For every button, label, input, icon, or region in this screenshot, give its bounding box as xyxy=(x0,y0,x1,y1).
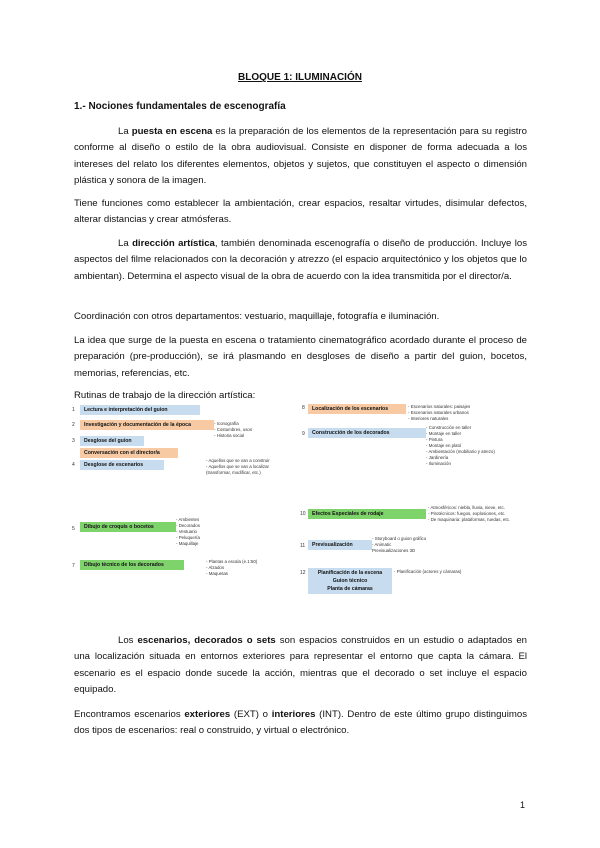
page-number: 1 xyxy=(520,800,526,810)
step-box: Construcción de los decorados xyxy=(308,428,426,438)
paragraph-idea: La idea que surge de la puesta en escena o tratamiento cinematográfico acordado durante el proceso de preparación (pre-producción), se irá plasmando en desgloses de diseño a partir del guion, bocetos, memorias, referencias, etc. xyxy=(74,335,527,379)
step-box: Investigación y documentación de la época xyxy=(80,420,214,430)
paragraph-rutinas: Rutinas de trabajo de la dirección artística: xyxy=(74,390,256,401)
step-items: - Iconografía - Costumbres, usos - Historia social xyxy=(214,421,252,439)
step-items: - Plantas a escala (e.1:50) - Alzados - Maquetas xyxy=(206,559,257,577)
step-number: 12 xyxy=(300,570,306,576)
step-box: Dibujo de croquis o bocetos xyxy=(80,522,176,532)
step-box: Dibujo técnico de los decorados xyxy=(80,560,184,570)
step-items: - Atmosféricos: niebla, lluvia, nieve, etc. - Pirotécnicos: fuegos, explosiones, etc. - De maquinaria: plataformas, ruedas, etc. xyxy=(428,505,510,523)
page-title: BLOQUE 1: ILUMINACIÓN xyxy=(238,72,362,83)
step-number: 9 xyxy=(302,431,305,437)
step-items: - Planificación (actores y cámaras) xyxy=(394,569,461,575)
paragraph-funciones: Tiene funciones como establecer la ambientación, crear espacios, resaltar virtudes, disimular defectos, alterar distancias y crear atmósferas. xyxy=(74,198,527,226)
step-box: Conversación con el director/a xyxy=(80,448,178,458)
step-number: 10 xyxy=(300,511,306,517)
step-number: 7 xyxy=(72,563,75,569)
step-number: 8 xyxy=(302,405,305,411)
step-number: 1 xyxy=(72,407,75,413)
section-heading: 1.- Nociones fundamentales de escenografía xyxy=(74,101,286,112)
step-box: Localización de los escenarios xyxy=(308,404,406,414)
step-items: - Escenarios naturales: paisajes - Escenarios naturales urbanos - Interiores naturales xyxy=(408,404,470,422)
paragraph-puesta-en-escena: La puesta en escena es la preparación de los elementos de la representación para su registro conforme al diseño o estilo de la obra audiovisual. Consiste en disponer de forma adecuada a los intereses del relato los diferentes elementos, objetos y sujetos, que constituyen el aspecto o dimensión plástica y sonora de la imagen. xyxy=(74,126,527,187)
step-number: 2 xyxy=(72,422,75,428)
step-number: 11 xyxy=(300,543,306,549)
step-items: - Storyboard o guion gráfico - Animatic Previsualizaciones 3D xyxy=(372,536,426,554)
step-number: 4 xyxy=(72,462,75,468)
paragraph-escenarios: Los escenarios, decorados o sets son espacios construidos en un estudio o adaptados en una localización situada en entornos exteriores para representar el entorno que capta la cámara. El escenario es el espacio donde sucede la acción, mientras que el decorado o set incluye el espacio equipado. xyxy=(74,635,527,696)
step-box: Desglose del guion xyxy=(80,436,144,446)
step-number: 5 xyxy=(72,526,75,532)
paragraph-exteriores-interiores: Encontramos escenarios exteriores (EXT) o interiores (INT). Dentro de este último grupo distinguimos dos tipos de escenarios: real o construido, y virtual o electrónico. xyxy=(74,709,527,737)
step-box: Lectura e interpretación del guion xyxy=(80,405,200,415)
step-box-planificacion: Planificación de la escena Guion técnico Planta de cámaras xyxy=(308,568,392,594)
step-items: - Construcción en taller - Montaje en taller - Pintura - Montaje en plató - Ambientación (mobiliario y atrezo) - Jardinería - Iluminación xyxy=(426,425,495,467)
paragraph-direccion-artistica: La dirección artística, también denominada escenografía o diseño de producción. Incluye los aspectos del filme relacionados con la decoración y atrezzo (el espacio arquitectónico y los objetos que lo ambientan). Determina el aspecto visual de la obra de acuerdo con la idea transmitida por el director/a. xyxy=(74,238,527,282)
step-number: 3 xyxy=(72,438,75,444)
paragraph-coordinacion: Coordinación con otros departamentos: vestuario, maquillaje, fotografía e iluminación. xyxy=(74,311,440,322)
workflow-diagram xyxy=(72,404,530,600)
step-box: Previsualización xyxy=(308,540,372,550)
step-box: Desglose de escenarios xyxy=(80,460,164,470)
step-box: Efectos Especiales de rodaje xyxy=(308,509,426,519)
step-items: - Ambientes - Decorados - Vestuario - Peluquería - Maquillaje xyxy=(176,517,200,547)
step-items: - Aquellos que se van a construir - Aquellos que se van a localizar (transformar, modificar, etc.) xyxy=(206,458,270,476)
